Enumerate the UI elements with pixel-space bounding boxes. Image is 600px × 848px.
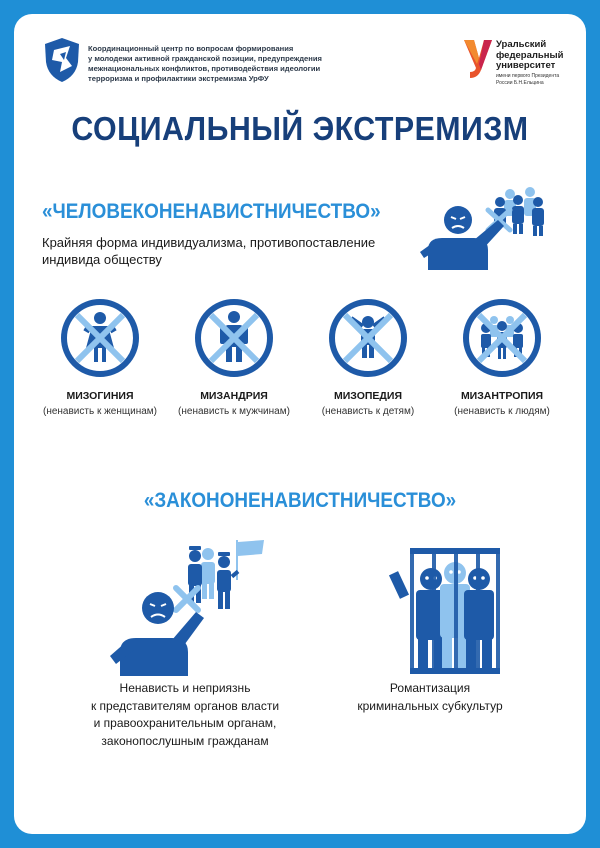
woman-ban-icon: [60, 298, 140, 378]
urfu-name: [496, 40, 576, 86]
prison-icon: [376, 538, 506, 678]
right-caption: [330, 680, 530, 715]
page-title: СОЦИАЛЬНЫЙ ЭКСТРЕМИЗМ: [71, 110, 529, 147]
shield-logo-icon: [42, 36, 82, 84]
caption-line: законопослушным гражданам: [101, 733, 269, 748]
urfu-line: университет: [496, 60, 556, 71]
org-line: терроризма и профилактики экстремизма УрФУ: [88, 74, 269, 83]
org-description: [88, 44, 358, 84]
ban-label: МИЗОПЕДИЯ: [333, 390, 403, 402]
people-ban-icon: [462, 298, 542, 378]
caption-line: Романтизация: [389, 681, 471, 695]
man-ban-icon: [194, 298, 274, 378]
org-line: у молодежи активной гражданской позиции, предупреждения: [88, 54, 322, 63]
ban-sub: (ненависть к детям): [321, 406, 415, 417]
angry-person-crowd-icon: [418, 180, 546, 270]
ban-label: МИЗАНТРОПИЯ: [460, 390, 544, 402]
ban-label: МИЗАНДРИЯ: [200, 390, 268, 402]
org-line: Координационный центр по вопросам формирования: [88, 44, 294, 53]
section1-description: [42, 234, 392, 268]
ban-sub: (ненависть к женщинам): [43, 406, 157, 417]
ban-sub: (ненависть к мужчинам): [178, 406, 290, 417]
desc-line: Крайняя форма индивидуализма, противопоставление: [42, 235, 376, 250]
ban-label: МИЗОГИНИЯ: [66, 390, 134, 402]
caption-line: и правоохранительным органам,: [93, 716, 277, 730]
caption-line: Ненависть и неприязнь: [119, 681, 251, 695]
org-line: межнациональных конфликтов, противодействия идеологии: [88, 64, 321, 73]
section1-heading: «ЧЕЛОВЕКОНЕНАВИСТНИЧЕСТВО»: [42, 200, 381, 223]
caption-line: криминальных субкультур: [357, 698, 503, 713]
section2-heading: «ЗАКОНОНЕНАВИСТНИЧЕСТВО»: [143, 489, 457, 512]
ban-sub: (ненависть к людям): [454, 406, 550, 417]
urfu-logo-icon: [462, 36, 494, 80]
urfu-sub: имени первого Президента: [496, 72, 560, 79]
poster: [14, 14, 586, 834]
desc-line: индивида обществу: [42, 252, 162, 267]
child-ban-icon: [328, 298, 408, 378]
urfu-line: Уральский: [496, 39, 547, 50]
urfu-sub: России Б.Н.Ельцина: [496, 79, 544, 86]
urfu-line: федеральный: [496, 49, 564, 61]
left-caption: [60, 680, 310, 750]
angry-person-officials-icon: [98, 536, 268, 676]
caption-line: к представителям органов власти: [90, 698, 280, 713]
